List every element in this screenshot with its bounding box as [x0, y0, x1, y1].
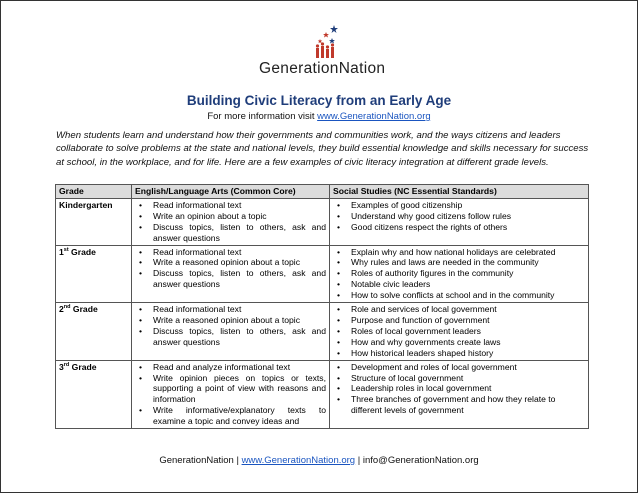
- list-item: • Explain why and how national holidays are celebrated: [333, 247, 585, 258]
- list-item: • Read informational text: [135, 247, 326, 258]
- list-item: • Write a reasoned opinion about a topic: [135, 257, 326, 268]
- social-studies-cell: [330, 303, 588, 360]
- footer-email[interactable]: info@GenerationNation.org: [362, 455, 479, 466]
- page-footer: GenerationNation | www.GenerationNation.org | info@GenerationNation.org: [159, 455, 479, 466]
- grade-cell: Kindergarten: [56, 199, 132, 245]
- list-item: • How historical leaders shaped history: [333, 348, 585, 359]
- ela-cell: [132, 303, 330, 360]
- list-item: • Read informational text: [135, 200, 326, 211]
- header-ela: English/Language Arts (Common Core): [132, 185, 330, 198]
- list-item: • How to solve conflicts at school and in the community: [333, 290, 585, 301]
- list-item: • Roles of authority figures in the community: [333, 268, 585, 279]
- list-item: • Discuss topics, listen to others, ask and answer questions: [135, 326, 326, 348]
- website-link[interactable]: www.GenerationNation.org: [317, 111, 431, 122]
- page-title: Building Civic Literacy from an Early Age: [186, 93, 452, 108]
- curriculum-table: [55, 184, 589, 429]
- social-studies-cell: [330, 361, 588, 428]
- list-item: • Discuss topics, listen to others, ask and answer questions: [135, 222, 326, 244]
- list-item: • Examples of good citizenship: [333, 200, 585, 211]
- list-item: • Write opinion pieces on topics or texts, supporting a point of view with reasons and information: [135, 373, 326, 406]
- list-item: • Purpose and function of government: [333, 315, 585, 326]
- list-item: • Structure of local government: [333, 373, 585, 384]
- table-row: [56, 199, 588, 246]
- table-row: [56, 361, 588, 428]
- header-social-studies: Social Studies (NC Essential Standards): [333, 186, 497, 196]
- table-header-row: [56, 185, 588, 199]
- ela-cell: [132, 361, 330, 428]
- generationnation-logo: [256, 22, 406, 82]
- table-row: [56, 246, 588, 304]
- list-item: • Leadership roles in local government: [333, 383, 585, 394]
- list-item: • Write a reasoned opinion about a topic: [135, 315, 326, 326]
- list-item: • Role and services of local government: [333, 304, 585, 315]
- list-item: • Notable civic leaders: [333, 279, 585, 290]
- list-item: • Why rules and laws are needed in the community: [333, 257, 585, 268]
- intro-paragraph: When students learn and understand how their governments and communities work, and the ways citizens and leaders collaborate to solve problems at the state and national levels, they build essential knowledge and skills necessary for success at school, in the workplace, and for life. Here are a few examples of civic literacy integration at different grade levels.: [56, 130, 589, 168]
- footer-org: GenerationNation: [159, 455, 234, 466]
- ela-cell: [132, 246, 330, 303]
- list-item: • Read informational text: [135, 304, 326, 315]
- footer-website-link[interactable]: www.GenerationNation.org: [241, 455, 356, 466]
- page-subtitle: [0, 111, 638, 122]
- logo-text: GenerationNation: [259, 60, 386, 77]
- grade-cell: 2nd Grade: [56, 303, 132, 360]
- list-item: • Development and roles of local government: [333, 362, 585, 373]
- subtitle-prefix: For more information visit: [207, 111, 318, 122]
- list-item: • Read and analyze informational text: [135, 362, 326, 373]
- table-row: [56, 303, 588, 361]
- list-item: • Understand why good citizens follow rules: [333, 211, 585, 222]
- grade-cell: 1st Grade: [56, 246, 132, 303]
- header-grade: Grade: [56, 185, 132, 198]
- ela-cell: [132, 199, 330, 245]
- list-item: • Good citizens respect the rights of others: [333, 222, 585, 233]
- list-item: • Three branches of government and how they relate to different levels of government: [333, 394, 585, 416]
- grade-cell: 3rd Grade: [56, 361, 132, 428]
- social-studies-cell: [330, 199, 588, 245]
- list-item: • Discuss topics, listen to others, ask and answer questions: [135, 268, 326, 290]
- list-item: • How and why governments create laws: [333, 337, 585, 348]
- social-studies-cell: [330, 246, 588, 303]
- list-item: • Write informative/explanatory texts to examine a topic and convey ideas and: [135, 405, 326, 427]
- list-item: • Write an opinion about a topic: [135, 211, 326, 222]
- list-item: • Roles of local government leaders: [333, 326, 585, 337]
